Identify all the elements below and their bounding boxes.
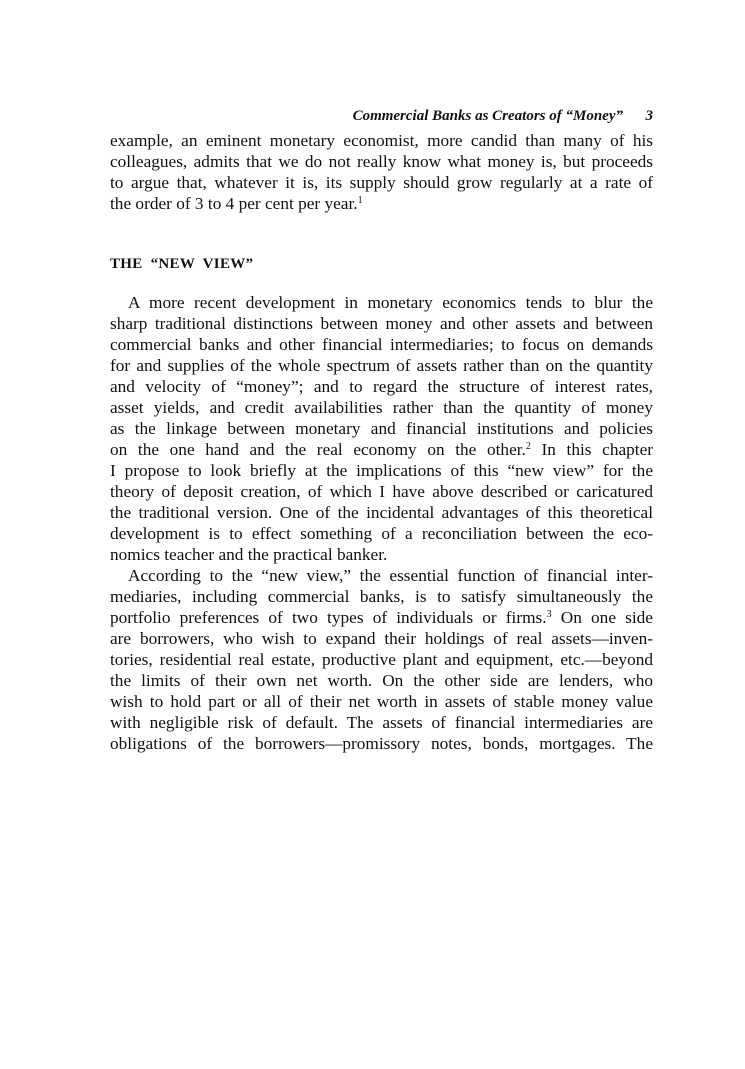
text-line: with negligible risk of default. The assets of financial intermediaries are [110, 713, 653, 732]
text-line-content: portfolio preferences of two types of individuals or firms. [110, 608, 547, 627]
text-line: the limits of their own net worth. On the other side are lenders, who [110, 671, 653, 690]
text-line: asset yields, and credit availabilities rather than the quantity of money [110, 398, 653, 417]
text-line: are borrowers, who wish to expand their holdings of real assets—inven- [110, 629, 653, 648]
text-line: tories, residential real estate, productive plant and equipment, etc.—beyond [110, 650, 653, 669]
text-line-tail: In this chapter [541, 440, 653, 459]
text-line: A more recent development in monetary economics tends to blur the [128, 293, 653, 312]
text-line: the traditional version. One of the incidental advantages of this theoretical [110, 503, 653, 522]
text-line: as the linkage between monetary and financial institutions and policies [110, 419, 653, 438]
text-line [110, 607, 653, 628]
running-header [110, 108, 653, 128]
text-line: theory of deposit creation, of which I have above described or caricatured [110, 482, 653, 501]
text-line-content: the order of 3 to 4 per cent per year. [110, 194, 358, 213]
text-line: mediaries, including commercial banks, is to satisfy simultaneously the [110, 587, 653, 606]
text-line: for and supplies of the whole spectrum of assets rather than on the quantity [110, 356, 653, 375]
text-line [110, 439, 653, 460]
text-line: I propose to look briefly at the implications of this “new view” for the [110, 461, 653, 480]
text-line: colleagues, admits that we do not really know what money is, but proceeds [110, 152, 653, 171]
text-line: development is to effect something of a reconciliation between the eco- [110, 524, 653, 543]
footnote-marker: 2 [525, 441, 531, 452]
text-line: wish to hold part or all of their net worth in assets of stable money value [110, 692, 653, 711]
text-line: commercial banks and other financial intermediaries; to focus on demands [110, 335, 653, 354]
text-line: According to the “new view,” the essential function of financial inter- [128, 566, 653, 585]
section-heading: THE “NEW VIEW” [110, 256, 254, 272]
text-line: sharp traditional distinctions between money and other assets and between [110, 314, 653, 333]
footnote-marker: 3 [546, 609, 552, 620]
text-line: nomics teacher and the practical banker. [110, 545, 388, 564]
page-number: 3 [645, 108, 653, 124]
paragraph-2 [110, 292, 653, 565]
running-title: Commercial Banks as Creators of “Money” [352, 108, 623, 124]
text-line: to argue that, whatever it is, its supply should grow regularly at a rate of [110, 173, 653, 192]
text-line [110, 193, 653, 214]
paragraph-1 [110, 130, 653, 214]
text-line-content: on the one hand and the real economy on the other. [110, 440, 526, 459]
text-line: and velocity of “money”; and to regard the structure of interest rates, [110, 377, 653, 396]
footnote-marker: 1 [357, 195, 363, 206]
paragraph-3 [110, 565, 653, 754]
text-line: obligations of the borrowers—promissory notes, bonds, mortgages. The [110, 734, 653, 753]
text-line-tail: On one side [560, 608, 653, 627]
text-line: example, an eminent monetary economist, more candid than many of his [110, 131, 653, 150]
